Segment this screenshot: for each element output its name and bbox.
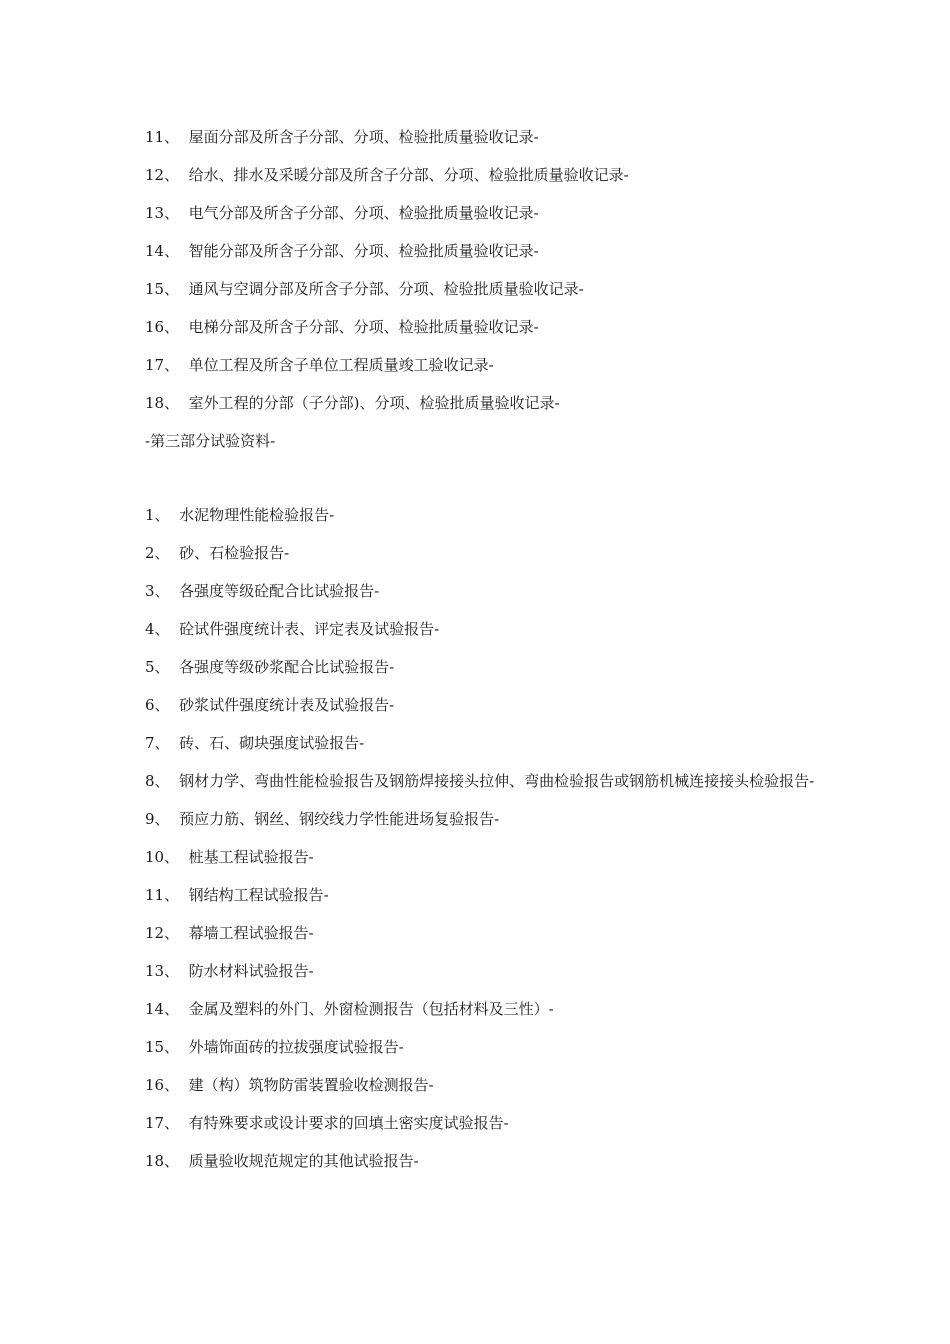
item-number: 14、 [145, 242, 180, 260]
item-text: 砂浆试件强度统计表及试验报告- [179, 696, 395, 714]
item-text: 有特殊要求或设计要求的回填土密实度试验报告- [188, 1114, 509, 1132]
item-number: 17、 [145, 356, 180, 374]
item-number: 11、 [145, 886, 180, 904]
item-number: 1、 [145, 506, 170, 524]
item-number: 13、 [145, 962, 180, 980]
item-number: 12、 [145, 166, 180, 184]
list-item [145, 496, 825, 534]
item-number: 11、 [145, 128, 180, 146]
item-text: 电梯分部及所含子分部、分项、检验批质量验收记录- [188, 318, 539, 336]
document-content [145, 118, 825, 1180]
item-text: 砼试件强度统计表、评定表及试验报告- [179, 620, 440, 638]
item-number: 16、 [145, 318, 180, 336]
item-number: 5、 [145, 658, 170, 676]
item-number: 13、 [145, 204, 180, 222]
list-item [145, 346, 825, 384]
item-number: 18、 [145, 394, 180, 412]
list-item [145, 914, 825, 952]
list-item [145, 686, 825, 724]
list-item [145, 762, 825, 800]
item-number: 9、 [145, 810, 170, 828]
item-text: 电气分部及所含子分部、分项、检验批质量验收记录- [188, 204, 539, 222]
list-item [145, 838, 825, 876]
item-text: 钢结构工程试验报告- [188, 886, 329, 904]
list-item [145, 384, 825, 422]
item-number: 2、 [145, 544, 170, 562]
list-item [145, 876, 825, 914]
item-text: 室外工程的分部（子分部)、分项、检验批质量验收记录- [188, 394, 560, 412]
list-item [145, 118, 825, 156]
item-number: 15、 [145, 1038, 180, 1056]
item-number: 14、 [145, 1000, 180, 1018]
item-number: 12、 [145, 924, 180, 942]
list-item [145, 724, 825, 762]
list-item [145, 308, 825, 346]
list-item [145, 156, 825, 194]
item-text: 防水材料试验报告- [188, 962, 314, 980]
item-number: 17、 [145, 1114, 180, 1132]
section-heading: -第三部分试验资料- [145, 432, 276, 450]
list-item [145, 990, 825, 1028]
item-text: 建（构）筑物防雷装置验收检测报告- [188, 1076, 434, 1094]
item-number: 3、 [145, 582, 170, 600]
item-text: 幕墙工程试验报告- [188, 924, 314, 942]
item-number: 18、 [145, 1152, 180, 1170]
item-text: 砖、石、砌块强度试验报告- [179, 734, 365, 752]
item-number: 7、 [145, 734, 170, 752]
item-text: 屋面分部及所含子分部、分项、检验批质量验收记录- [188, 128, 539, 146]
list-item [145, 232, 825, 270]
item-text: 钢材力学、弯曲性能检验报告及钢筋焊接接头拉伸、弯曲检验报告或钢筋机械连接接头检验报告- [179, 772, 815, 790]
list-item [145, 1104, 825, 1142]
list-item [145, 800, 825, 838]
list-item [145, 1066, 825, 1104]
item-text: 外墙饰面砖的拉拔强度试验报告- [188, 1038, 404, 1056]
list-item [145, 1028, 825, 1066]
item-text: 通风与空调分部及所含子分部、分项、检验批质量验收记录- [188, 280, 584, 298]
item-text: 质量验收规范规定的其他试验报告- [188, 1152, 419, 1170]
item-number: 8、 [145, 772, 170, 790]
item-text: 砂、石检验报告- [179, 544, 290, 562]
list-item [145, 648, 825, 686]
list-item [145, 1142, 825, 1180]
item-number: 4、 [145, 620, 170, 638]
item-number: 6、 [145, 696, 170, 714]
item-text: 水泥物理性能检验报告- [179, 506, 335, 524]
list-item [145, 952, 825, 990]
list-item [145, 610, 825, 648]
item-text: 桩基工程试验报告- [188, 848, 314, 866]
list-item [145, 194, 825, 232]
item-text: 给水、排水及采暖分部及所含子分部、分项、检验批质量验收记录- [188, 166, 629, 184]
spacer [145, 460, 825, 496]
item-number: 15、 [145, 280, 180, 298]
list-item [145, 534, 825, 572]
list-item [145, 270, 825, 308]
item-text: 各强度等级砂浆配合比试验报告- [179, 658, 395, 676]
list-item [145, 572, 825, 610]
part3-list [145, 496, 825, 1180]
item-text: 单位工程及所含子单位工程质量竣工验收记录- [188, 356, 494, 374]
item-text: 预应力筋、钢丝、钢绞线力学性能进场复验报告- [179, 810, 500, 828]
item-text: 各强度等级砼配合比试验报告- [179, 582, 380, 600]
part2-list [145, 118, 825, 422]
item-number: 10、 [145, 848, 180, 866]
item-text: 金属及塑料的外门、外窗检测报告（包括材料及三性）- [188, 1000, 554, 1018]
item-text: 智能分部及所含子分部、分项、检验批质量验收记录- [188, 242, 539, 260]
item-number: 16、 [145, 1076, 180, 1094]
